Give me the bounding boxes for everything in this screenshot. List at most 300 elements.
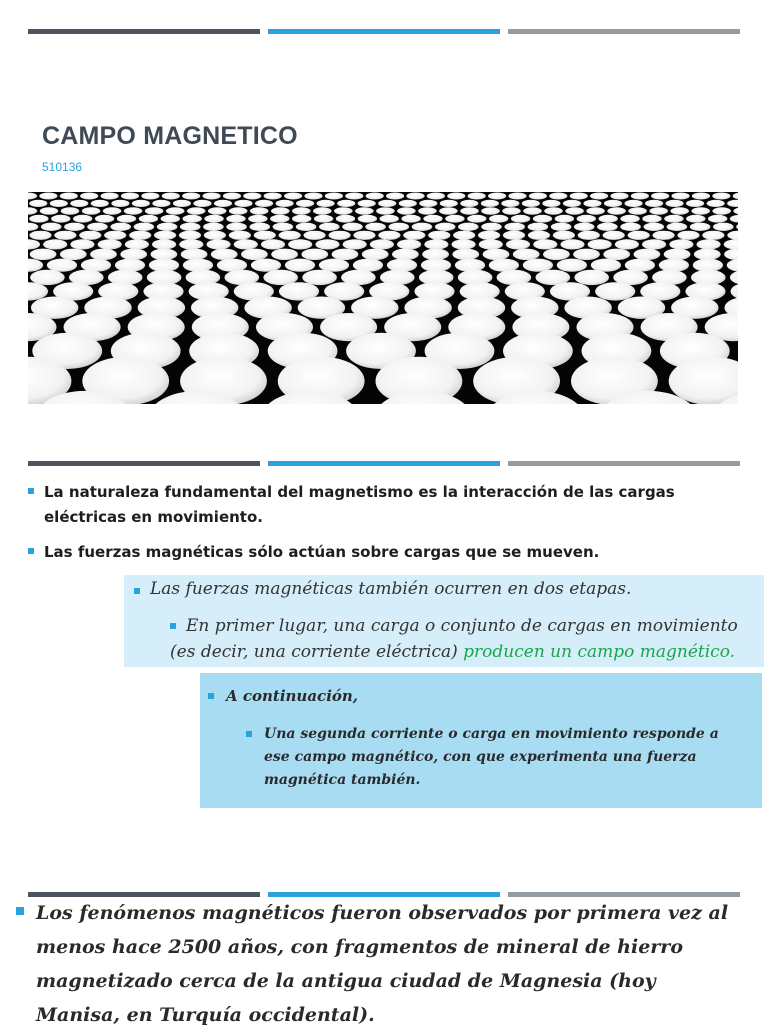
- disc-shape: [329, 231, 351, 240]
- disc-shape: [203, 193, 221, 200]
- square-bullet-icon: [246, 731, 252, 737]
- disc-shape: [101, 193, 119, 200]
- disc-shape: [736, 223, 738, 231]
- disc-shape: [708, 215, 727, 223]
- slide2-top-bar-blue: [268, 461, 500, 466]
- disc-shape: [610, 193, 628, 200]
- disc-shape: [631, 193, 649, 200]
- disc-shape: [727, 231, 738, 240]
- disc-shape: [70, 239, 94, 249]
- disc-shape: [182, 193, 200, 200]
- disc-shape: [467, 215, 486, 223]
- disc-shape: [91, 200, 109, 207]
- disc-shape: [358, 200, 376, 207]
- disc-shape: [241, 249, 268, 260]
- disc-shape: [187, 207, 206, 214]
- disc-shape: [355, 207, 374, 214]
- slide1-top-bar-blue: [268, 29, 500, 34]
- disc-shape: [203, 223, 224, 231]
- disc-shape: [588, 239, 612, 249]
- disc-shape: [389, 223, 410, 231]
- disc-shape: [161, 215, 180, 223]
- disc-shape: [642, 215, 661, 223]
- disc-shape: [387, 259, 417, 272]
- disc-shape: [511, 215, 530, 223]
- disc-shape: [727, 259, 738, 272]
- disc-shape: [460, 200, 478, 207]
- disc-shape: [733, 207, 738, 214]
- disc-shape: [452, 239, 476, 249]
- disc-shape: [115, 259, 145, 272]
- disc-shape: [28, 239, 40, 249]
- disc-shape: [628, 207, 647, 214]
- disc-shape: [276, 200, 294, 207]
- disc-shape: [180, 223, 201, 231]
- disc-shape: [54, 231, 76, 240]
- disc-shape: [365, 223, 386, 231]
- disc-shape: [590, 193, 608, 200]
- disc-shape: [574, 223, 595, 231]
- disc-shape: [204, 231, 226, 240]
- disc-shape: [193, 200, 211, 207]
- disc-shape: [625, 200, 643, 207]
- history-paragraph: [16, 896, 736, 1032]
- disc-shape: [506, 239, 530, 249]
- disc-shape: [522, 200, 540, 207]
- disc-shape: [51, 215, 70, 223]
- disc-shape: [90, 249, 117, 260]
- disc-shape: [604, 200, 622, 207]
- disc-shape: [481, 207, 500, 214]
- disc-shape: [250, 223, 271, 231]
- disc-shape: [672, 193, 690, 200]
- disc-shape: [154, 231, 176, 240]
- disc-shape: [370, 239, 394, 249]
- disc-shape: [528, 223, 549, 231]
- disc-shape: [533, 215, 552, 223]
- disc-shape: [284, 193, 302, 200]
- disc-shape: [173, 200, 191, 207]
- disc-shape: [152, 200, 170, 207]
- disc-shape: [603, 249, 630, 260]
- disc-shape: [271, 249, 298, 260]
- disc-shape: [179, 231, 201, 240]
- disc-shape: [503, 231, 525, 240]
- disc-shape: [296, 223, 317, 231]
- bullet-item-1: [28, 480, 728, 530]
- disc-shape: [634, 249, 661, 260]
- disc-shape: [565, 207, 584, 214]
- slide-subtitle: 510136: [42, 160, 83, 174]
- disc-shape: [427, 193, 445, 200]
- disc-shape: [452, 249, 479, 260]
- response-item-1-text: A continuación,: [226, 687, 359, 705]
- disc-shape: [649, 207, 668, 214]
- disc-shape: [557, 259, 587, 272]
- disc-shape: [386, 193, 404, 200]
- disc-shape: [254, 231, 276, 240]
- response-item-1: [208, 687, 358, 705]
- disc-shape: [271, 207, 290, 214]
- disc-shape: [296, 200, 314, 207]
- disc-shape: [243, 193, 261, 200]
- square-bullet-icon: [28, 548, 34, 554]
- disc-shape: [453, 231, 475, 240]
- disc-shape: [418, 207, 437, 214]
- disc-shape: [378, 231, 400, 240]
- disc-shape: [157, 223, 178, 231]
- square-bullet-icon: [16, 907, 24, 915]
- disc-shape: [551, 223, 572, 231]
- disc-shape: [317, 200, 335, 207]
- disc-shape: [549, 193, 567, 200]
- disc-shape: [599, 215, 618, 223]
- disc-shape: [724, 239, 738, 249]
- disc-shape: [166, 207, 185, 214]
- disc-shape: [380, 215, 399, 223]
- callout-box-stages: [124, 575, 764, 667]
- disc-shape: [488, 193, 506, 200]
- disc-shape: [292, 215, 311, 223]
- disc-shape: [664, 249, 691, 260]
- callout-highlight-text: producen un campo magnético.: [463, 642, 736, 662]
- disc-shape: [261, 239, 285, 249]
- disc-shape: [483, 249, 510, 260]
- disc-shape: [659, 259, 689, 272]
- disc-shape: [560, 239, 584, 249]
- disc-shape: [544, 207, 563, 214]
- disc-shape: [397, 239, 421, 249]
- slide1-top-bar-gray: [508, 29, 740, 34]
- disc-shape: [111, 200, 129, 207]
- bullet-text-1: La naturaleza fundamental del magnetismo es la interacción de las cargas eléctricas en movimiento.: [44, 483, 675, 526]
- disc-shape: [110, 223, 131, 231]
- disc-shape: [406, 193, 424, 200]
- disc-shape: [591, 259, 621, 272]
- disc-shape: [603, 231, 625, 240]
- disc-shape: [40, 207, 59, 214]
- disc-shape: [121, 193, 139, 200]
- disc-shape: [628, 231, 650, 240]
- disc-shape: [730, 215, 738, 223]
- disc-shape: [447, 193, 465, 200]
- disc-shape: [43, 239, 67, 249]
- disc-shape: [607, 207, 626, 214]
- disc-shape: [314, 215, 333, 223]
- disc-shape: [334, 207, 353, 214]
- disc-shape: [139, 215, 158, 223]
- disc-shape: [692, 193, 710, 200]
- disc-shape: [573, 249, 600, 260]
- disc-shape: [313, 207, 332, 214]
- disc-shape: [332, 249, 359, 260]
- disc-shape: [481, 200, 499, 207]
- disc-shape: [226, 223, 247, 231]
- disc-shape: [132, 200, 150, 207]
- disc-shape: [574, 270, 609, 285]
- disc-shape: [502, 207, 521, 214]
- disc-shape: [124, 207, 143, 214]
- disc-shape: [29, 215, 48, 223]
- disc-shape: [664, 215, 683, 223]
- disc-shape: [336, 215, 355, 223]
- square-bullet-icon: [134, 588, 140, 594]
- disc-shape: [358, 215, 377, 223]
- disc-shape: [60, 193, 78, 200]
- disc-shape: [319, 223, 340, 231]
- slide2-top-bar-dark: [28, 461, 260, 466]
- discs-photo: [28, 192, 738, 404]
- disc-shape: [533, 239, 557, 249]
- callout-line-1: [150, 579, 631, 599]
- disc-shape: [731, 282, 739, 300]
- disc-shape: [120, 249, 147, 260]
- disc-shape: [279, 231, 301, 240]
- slide1-top-bar-dark: [28, 29, 260, 34]
- disc-shape: [727, 200, 738, 207]
- disc-shape: [455, 259, 485, 272]
- bullet-item-2: [28, 540, 728, 565]
- disc-shape: [80, 193, 98, 200]
- history-paragraph-text: Los fenómenos magnéticos fueron observados por primera vez al menos hace 2500 años, con fragmentos de mineral de hierro magnetizado cerca de la antigua ciudad de Magnesia (hoy Manisa, en Turquía occidental).: [36, 902, 729, 1026]
- disc-shape: [223, 193, 241, 200]
- disc-shape: [555, 215, 574, 223]
- disc-shape: [129, 231, 151, 240]
- disc-shape: [666, 200, 684, 207]
- disc-shape: [301, 249, 328, 260]
- slide-title: CAMPO MAGNETICO: [42, 122, 298, 150]
- disc-shape: [691, 207, 710, 214]
- disc-shape: [392, 249, 419, 260]
- disc-shape: [669, 239, 693, 249]
- disc-shape: [707, 200, 725, 207]
- disc-shape: [29, 231, 51, 240]
- disc-shape: [288, 239, 312, 249]
- disc-shape: [28, 193, 37, 200]
- callout-line-2: [170, 613, 760, 665]
- disc-shape: [523, 207, 542, 214]
- disc-shape: [41, 223, 62, 231]
- disc-shape: [376, 207, 395, 214]
- disc-shape: [529, 193, 547, 200]
- callout-line-2-cont-text: (es decir, una corriente eléctrica): [170, 642, 464, 662]
- disc-shape: [319, 259, 349, 272]
- disc-shape: [651, 193, 669, 200]
- discs-pattern-image: [28, 192, 738, 404]
- square-bullet-icon: [208, 693, 214, 699]
- disc-shape: [401, 215, 420, 223]
- callout-box-response: [200, 673, 762, 808]
- disc-shape: [141, 193, 159, 200]
- disc-shape: [95, 215, 114, 223]
- disc-shape: [440, 200, 458, 207]
- disc-shape: [620, 215, 639, 223]
- disc-shape: [553, 231, 575, 240]
- disc-shape: [345, 193, 363, 200]
- disc-shape: [229, 231, 251, 240]
- disc-shape: [399, 200, 417, 207]
- disc-shape: [724, 249, 738, 260]
- disc-shape: [677, 231, 699, 240]
- disc-shape: [82, 207, 101, 214]
- disc-shape: [422, 249, 449, 260]
- disc-shape: [670, 207, 689, 214]
- disc-shape: [211, 249, 238, 260]
- disc-shape: [528, 231, 550, 240]
- disc-shape: [29, 200, 47, 207]
- disc-shape: [686, 200, 704, 207]
- disc-shape: [70, 200, 88, 207]
- disc-shape: [134, 223, 155, 231]
- disc-shape: [183, 259, 213, 272]
- disc-shape: [234, 239, 258, 249]
- disc-shape: [248, 215, 267, 223]
- disc-shape: [424, 239, 448, 249]
- disc-shape: [204, 215, 223, 223]
- disc-shape: [64, 223, 85, 231]
- disc-shape: [403, 231, 425, 240]
- disc-shape: [733, 193, 738, 200]
- disc-shape: [117, 215, 136, 223]
- disc-shape: [229, 207, 248, 214]
- disc-shape: [460, 207, 479, 214]
- disc-shape: [419, 200, 437, 207]
- disc-shape: [50, 200, 68, 207]
- disc-shape: [577, 215, 596, 223]
- disc-shape: [273, 223, 294, 231]
- disc-shape: [214, 200, 232, 207]
- disc-shape: [47, 259, 77, 272]
- disc-shape: [208, 207, 227, 214]
- disc-shape: [264, 193, 282, 200]
- disc-shape: [104, 231, 126, 240]
- callout-line-2-continuation: [170, 639, 760, 665]
- disc-shape: [337, 200, 355, 207]
- disc-shape: [255, 200, 273, 207]
- disc-shape: [712, 207, 731, 214]
- disc-shape: [362, 249, 389, 260]
- square-bullet-icon: [28, 488, 34, 494]
- disc-shape: [690, 223, 711, 231]
- disc-shape: [285, 259, 315, 272]
- callout-line-2-text: En primer lugar, una carga o conjunto de cargas en movimiento: [186, 616, 738, 636]
- disc-shape: [28, 259, 43, 272]
- disc-shape: [145, 207, 164, 214]
- disc-shape: [343, 239, 367, 249]
- disc-shape: [423, 215, 442, 223]
- disc-shape: [73, 215, 92, 223]
- disc-shape: [479, 239, 503, 249]
- disc-shape: [504, 223, 525, 231]
- bullet-text-2: Las fuerzas magnéticas sólo actúan sobre cargas que se mueven.: [44, 543, 600, 561]
- disc-shape: [489, 215, 508, 223]
- disc-shape: [543, 249, 570, 260]
- response-item-2-text: Una segunda corriente o carga en movimiento responde a ese campo magnético, con que experimenta una fuerza magnética también.: [264, 726, 719, 788]
- disc-shape: [302, 270, 337, 285]
- disc-shape: [30, 270, 65, 285]
- disc-shape: [513, 249, 540, 260]
- disc-shape: [304, 193, 322, 200]
- disc-shape: [686, 215, 705, 223]
- disc-shape: [620, 223, 641, 231]
- disc-shape: [730, 270, 738, 285]
- disc-shape: [586, 207, 605, 214]
- square-bullet-icon: [170, 623, 176, 629]
- disc-shape: [30, 249, 57, 260]
- disc-shape: [697, 239, 721, 249]
- disc-shape: [583, 200, 601, 207]
- disc-shape: [642, 239, 666, 249]
- disc-shape: [226, 215, 245, 223]
- disc-shape: [366, 193, 384, 200]
- disc-shape: [353, 231, 375, 240]
- disc-shape: [378, 200, 396, 207]
- disc-shape: [28, 207, 37, 214]
- disc-shape: [250, 207, 269, 214]
- disc-shape: [152, 239, 176, 249]
- disc-shape: [151, 249, 178, 260]
- disc-shape: [315, 239, 339, 249]
- disc-shape: [79, 231, 101, 240]
- disc-shape: [563, 200, 581, 207]
- disc-shape: [645, 200, 663, 207]
- disc-shape: [595, 282, 635, 300]
- disc-shape: [478, 231, 500, 240]
- callout-line-1-text: Las fuerzas magnéticas también ocurren en dos etapas.: [150, 579, 632, 599]
- disc-shape: [597, 223, 618, 231]
- disc-shape: [325, 193, 343, 200]
- disc-shape: [445, 215, 464, 223]
- disc-shape: [270, 215, 289, 223]
- disc-shape: [713, 223, 734, 231]
- disc-shape: [508, 193, 526, 200]
- disc-shape: [234, 200, 252, 207]
- slide2-top-bar-gray: [508, 461, 740, 466]
- disc-shape: [694, 249, 721, 260]
- disc-shape: [523, 259, 553, 272]
- disc-shape: [428, 231, 450, 240]
- disc-shape: [292, 207, 311, 214]
- disc-shape: [412, 223, 433, 231]
- disc-shape: [251, 259, 281, 272]
- disc-shape: [183, 215, 202, 223]
- disc-shape: [103, 207, 122, 214]
- disc-shape: [60, 249, 87, 260]
- response-item-2: [246, 723, 746, 792]
- disc-shape: [615, 239, 639, 249]
- disc-shape: [397, 207, 416, 214]
- disc-shape: [435, 223, 456, 231]
- disc-shape: [468, 193, 486, 200]
- disc-shape: [181, 249, 208, 260]
- disc-shape: [162, 193, 180, 200]
- disc-shape: [578, 231, 600, 240]
- disc-shape: [179, 239, 203, 249]
- disc-shape: [653, 231, 675, 240]
- disc-shape: [304, 231, 326, 240]
- disc-shape: [458, 223, 479, 231]
- disc-shape: [439, 207, 458, 214]
- disc-shape: [667, 223, 688, 231]
- disc-shape: [342, 223, 363, 231]
- disc-shape: [87, 223, 108, 231]
- disc-shape: [644, 223, 665, 231]
- disc-shape: [39, 193, 57, 200]
- disc-shape: [481, 223, 502, 231]
- disc-shape: [207, 239, 231, 249]
- disc-shape: [61, 207, 80, 214]
- disc-shape: [501, 200, 519, 207]
